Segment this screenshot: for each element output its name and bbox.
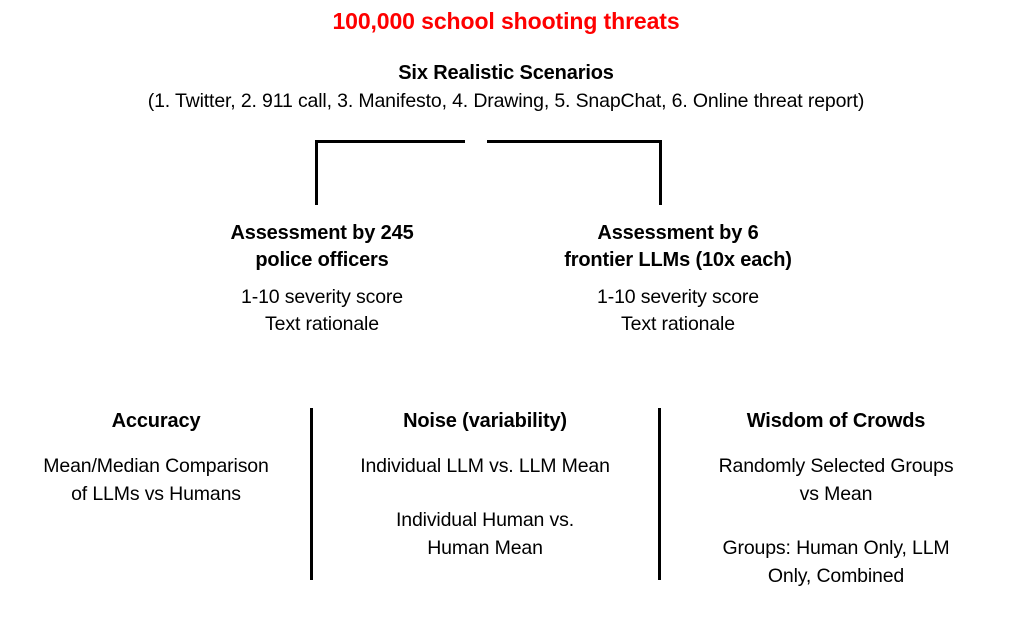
branch-details — [152, 284, 492, 338]
analysis-body-line-1: Mean/Median Comparison — [43, 455, 269, 477]
scenarios-list: (1. Twitter, 2. 911 call, 3. Manifesto, 4. Drawing, 5. SnapChat, 6. Online threat report) — [147, 90, 865, 112]
analysis-body-2 — [670, 534, 1002, 590]
connector-bracket-left — [315, 140, 465, 205]
analysis-body-line-2: Only, Combined — [767, 565, 905, 587]
analysis-column-accuracy — [10, 408, 302, 508]
analysis-heading: Wisdom of Crowds — [746, 410, 926, 432]
analysis-column-noise — [322, 408, 648, 562]
analysis-body-1 — [670, 452, 1002, 508]
analysis-heading: Noise (variability) — [403, 410, 567, 432]
column-divider-left — [310, 408, 313, 580]
analysis-body-line-1: Groups: Human Only, LLM — [722, 537, 950, 559]
scenarios-block — [0, 60, 1012, 115]
branch-heading-line-2: police officers — [255, 249, 389, 271]
analysis-body-1 — [10, 452, 302, 508]
scenarios-heading: Six Realistic Scenarios — [398, 62, 614, 84]
analysis-body-line-1: Individual Human vs. — [395, 509, 574, 531]
branch-heading — [508, 220, 848, 274]
branch-row — [0, 220, 1012, 338]
analysis-column-wisdom-of-crowds — [670, 408, 1002, 590]
branch-detail-line-1: 1-10 severity score — [241, 286, 403, 308]
analysis-body-line-1: Individual LLM vs. LLM Mean — [360, 455, 610, 477]
branch-detail-line-2: Text rationale — [621, 313, 735, 335]
branch-police-officers — [152, 220, 492, 338]
analysis-body-line-1: Randomly Selected Groups — [718, 455, 954, 477]
analysis-body-line-2: vs Mean — [799, 483, 873, 505]
branch-heading — [152, 220, 492, 274]
branch-heading-line-1: Assessment by 245 — [230, 222, 414, 244]
analysis-body-line-2: of LLMs vs Humans — [71, 483, 241, 505]
analysis-body-2 — [322, 506, 648, 562]
analysis-body-line-2: Human Mean — [427, 537, 543, 559]
branch-details — [508, 284, 848, 338]
diagram-title: 100,000 school shooting threats — [332, 8, 680, 34]
connector-bracket-right — [487, 140, 662, 205]
analysis-row — [0, 408, 1012, 608]
branch-detail-line-2: Text rationale — [265, 313, 379, 335]
analysis-heading: Accuracy — [111, 410, 201, 432]
branch-detail-line-1: 1-10 severity score — [597, 286, 759, 308]
column-divider-right — [658, 408, 661, 580]
analysis-body-1 — [322, 452, 648, 480]
branch-frontier-llms — [508, 220, 848, 338]
branch-heading-line-1: Assessment by 6 — [597, 222, 759, 244]
branch-heading-line-2: frontier LLMs (10x each) — [564, 249, 792, 271]
